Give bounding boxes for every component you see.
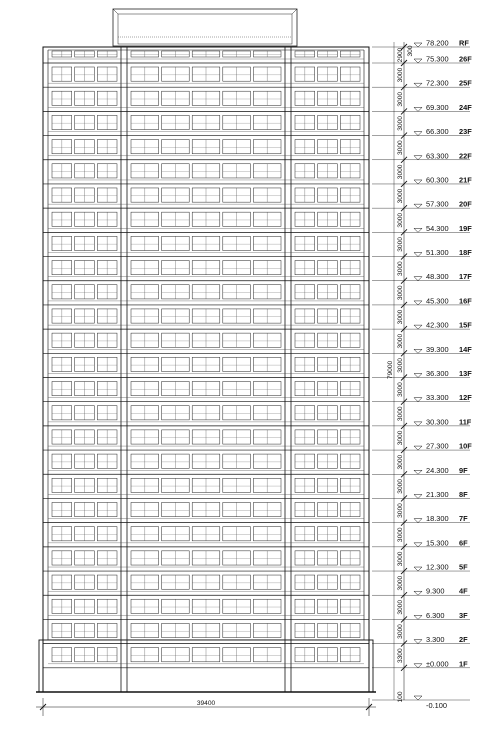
level-elevation: 72.300	[426, 78, 449, 88]
level-floor-label: 11F	[459, 417, 472, 427]
level-annotations	[372, 39, 472, 711]
width-dimension-label: 39400	[196, 700, 216, 707]
level-marker	[372, 611, 470, 623]
elevation-triangle	[414, 374, 422, 378]
segment-dimension: 3300	[397, 648, 404, 664]
level-elevation: 12.300	[426, 562, 449, 572]
level-floor-label: 20F	[459, 199, 472, 209]
level-marker	[372, 490, 470, 502]
floor-band	[43, 382, 369, 402]
floor-band	[43, 285, 369, 305]
level-elevation: 39.300	[426, 344, 449, 354]
level-elevation: 60.300	[426, 175, 449, 185]
level-elevation: 54.300	[426, 223, 449, 233]
segment-dimension: 3000	[397, 212, 404, 228]
segment-dimension: 3000	[397, 237, 404, 252]
level-floor-label: 7F	[459, 514, 468, 524]
level-elevation: 9.300	[426, 586, 445, 596]
floor-band	[43, 212, 369, 232]
level-elevation: 69.300	[426, 102, 449, 112]
ground-level-label: -0.100	[426, 701, 447, 710]
level-marker	[372, 296, 472, 308]
elevation-triangle	[414, 132, 422, 136]
level-floor-label: 26F	[459, 54, 472, 64]
segment-dimension: 3000	[397, 188, 404, 204]
level-marker	[372, 39, 470, 51]
level-marker	[372, 321, 472, 333]
level-elevation: ±0.000	[426, 659, 449, 669]
elevation-triangle	[414, 494, 422, 498]
floor-band	[43, 333, 369, 353]
floor-band	[43, 357, 369, 377]
elevation-triangle	[414, 470, 422, 474]
level-marker	[372, 393, 472, 405]
segment-dimension: 3000	[397, 551, 404, 567]
segment-dimension: 3000	[397, 599, 404, 615]
level-floor-label: 21F	[459, 175, 472, 185]
floor-band	[43, 502, 369, 522]
level-marker	[372, 442, 472, 454]
segment-dimension: 3000	[397, 479, 404, 494]
floor-band	[43, 623, 369, 643]
level-elevation: 42.300	[426, 320, 449, 330]
level-marker	[372, 538, 470, 550]
segment-dimension: 3000	[397, 527, 404, 543]
level-marker	[372, 466, 470, 478]
segment-dimension: 3000	[397, 503, 404, 518]
segment-dimension: 3000	[397, 309, 404, 325]
level-floor-label: 8F	[459, 489, 468, 499]
floor-band	[43, 551, 369, 571]
elevation-triangle	[414, 664, 422, 668]
level-marker	[372, 514, 470, 526]
floor-band	[43, 115, 369, 135]
level-floor-label: 23F	[459, 127, 472, 137]
floor-band	[43, 67, 369, 87]
elevation-triangle	[414, 640, 422, 644]
segment-dimension: 3000	[397, 140, 404, 156]
level-floor-label: 13F	[459, 369, 472, 378]
level-elevation: 36.300	[426, 369, 449, 378]
segment-dimension: 3000	[397, 454, 404, 470]
level-floor-label: RF	[459, 38, 469, 48]
level-elevation: 63.300	[426, 151, 449, 161]
level-elevation: 27.300	[426, 441, 449, 451]
elevation-triangle	[414, 228, 422, 232]
floor-band	[43, 478, 369, 498]
level-marker	[372, 200, 472, 212]
level-elevation: 30.300	[426, 417, 449, 427]
elevation-triangle	[414, 156, 422, 160]
level-elevation: 75.300	[426, 54, 449, 64]
elevation-triangle	[414, 83, 422, 87]
level-marker	[372, 103, 472, 115]
elevation-triangle	[414, 567, 422, 571]
level-marker	[372, 417, 472, 429]
floor-band	[43, 164, 369, 184]
elevation-triangle	[414, 180, 422, 184]
segment-dimension: 3000	[397, 91, 404, 107]
elevation-triangle	[414, 253, 422, 257]
floor-band	[43, 140, 369, 160]
level-floor-label: 12F	[459, 393, 472, 403]
level-elevation: 6.300	[426, 610, 445, 620]
floor-band	[43, 188, 369, 208]
level-floor-label: 19F	[459, 223, 472, 233]
elevation-triangle	[414, 107, 422, 111]
level-floor-label: 22F	[459, 151, 472, 161]
level-floor-label: 3F	[459, 610, 468, 620]
level-elevation: 15.300	[426, 538, 449, 548]
bottom-extra-dimension: 100	[397, 691, 404, 703]
level-floor-label: 4F	[459, 586, 468, 596]
floor-band	[43, 236, 369, 256]
level-floor-label: 10F	[459, 441, 472, 451]
segment-dimension: 3000	[397, 67, 404, 83]
level-elevation: 57.300	[426, 199, 449, 209]
elevation-triangle	[414, 422, 422, 426]
level-marker	[372, 175, 472, 187]
segment-dimension: 3000	[397, 333, 404, 349]
segment-dimension: 3000	[397, 624, 404, 639]
floor-bands	[43, 51, 369, 668]
elevation-triangle	[414, 543, 422, 547]
elevation-triangle	[414, 615, 422, 619]
floor-band	[43, 575, 369, 595]
level-marker	[372, 563, 470, 575]
segment-dimension: 2900	[397, 47, 404, 63]
elevation-triangle	[414, 59, 422, 63]
elevation-triangle	[414, 277, 422, 281]
segment-dimension: 3000	[397, 382, 404, 397]
level-elevation: 21.300	[426, 489, 449, 499]
floor-band	[43, 51, 369, 63]
level-marker	[372, 151, 472, 163]
floor-band	[43, 454, 369, 474]
level-elevation: 24.300	[426, 465, 449, 475]
level-marker	[372, 635, 470, 647]
elevation-triangle	[414, 591, 422, 595]
elevation-triangle	[414, 398, 422, 402]
level-elevation: 51.300	[426, 248, 449, 258]
level-floor-label: 18F	[459, 248, 472, 258]
level-floor-label: 6F	[459, 538, 468, 548]
level-elevation: 3.300	[426, 635, 445, 645]
elevation-triangle	[414, 519, 422, 523]
level-floor-label: 17F	[459, 272, 472, 282]
elevation-triangle	[414, 43, 422, 47]
level-marker	[372, 248, 472, 259]
segment-dimension: 3000	[397, 358, 404, 373]
segment-dimension: 3000	[397, 430, 404, 446]
segment-dimension: 3000	[397, 406, 404, 422]
level-marker	[372, 587, 470, 599]
level-floor-label: 9F	[459, 465, 468, 475]
level-floor-label: 15F	[459, 320, 472, 330]
elevation-triangle	[414, 325, 422, 329]
level-floor-label: 16F	[459, 296, 472, 306]
total-height-dimension: 79000	[387, 360, 394, 380]
floor-band	[43, 261, 369, 281]
level-marker	[372, 55, 472, 67]
level-marker	[372, 659, 470, 671]
segment-dimension: 3000	[397, 285, 404, 301]
top-extra-dimension: 300	[407, 45, 414, 57]
ground-triangle	[414, 696, 422, 700]
level-elevation: 48.300	[426, 272, 449, 282]
floor-band	[43, 648, 369, 668]
level-elevation: 45.300	[426, 296, 449, 306]
level-elevation: 66.300	[426, 127, 449, 137]
level-floor-label: 14F	[459, 344, 472, 354]
roof-penthouse	[113, 9, 297, 46]
segment-dimension: 3000	[397, 116, 404, 131]
level-marker	[372, 345, 472, 357]
segment-dimension: 3000	[397, 575, 404, 591]
level-elevation: 78.200	[426, 38, 449, 48]
floor-band	[43, 527, 369, 547]
level-floor-label: 2F	[459, 635, 468, 645]
floor-band	[43, 599, 369, 619]
elevation-triangle	[414, 204, 422, 208]
level-marker	[372, 272, 472, 284]
elevation-triangle	[414, 446, 422, 450]
floor-band	[43, 406, 369, 426]
segment-dimension: 3000	[397, 261, 404, 276]
elevation-triangle	[414, 349, 422, 353]
level-floor-label: 24F	[459, 102, 472, 112]
level-floor-label: 1F	[459, 659, 468, 669]
floor-band	[43, 91, 369, 111]
level-floor-label: 5F	[459, 562, 468, 572]
level-elevation: 18.300	[426, 514, 449, 524]
level-marker	[372, 79, 472, 91]
elevation-triangle	[414, 301, 422, 305]
level-marker	[372, 127, 472, 139]
floor-band	[43, 309, 369, 329]
segment-dimension: 3000	[397, 164, 404, 180]
level-floor-label: 25F	[459, 78, 472, 88]
floor-band	[43, 430, 369, 450]
level-marker	[372, 224, 472, 236]
level-elevation: 33.300	[426, 393, 449, 403]
